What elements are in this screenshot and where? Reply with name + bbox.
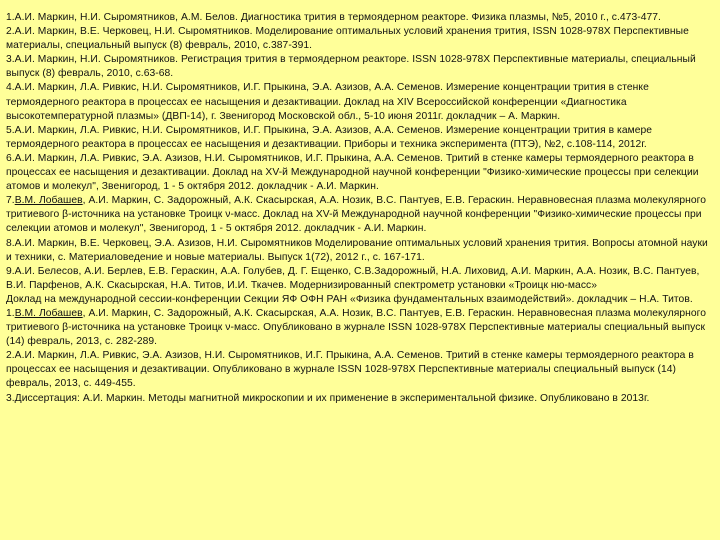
entry-text: , А.И. Маркин, С. Задорожный, А.К. Скасырская, А.А. Нозик, В.С. Пантуев, Е.В. Гераскин. Неравновесная плазма молекулярного тритиевого β-источника на установке Троицк ν-масс. Опубликовано в журнале ISSN 1028-978X Перспективные материалы специальный выпуск (14) февраль, 2013, с. 282-289. <box>6 307 707 348</box>
conference-report-entry: Доклад на международной сессии-конференции Секции ЯФ ОФН РАН «Физика фундаментальных взаимодействий». докладчик – Н.А. Титов. <box>6 293 693 305</box>
publication-entry-1: 1.А.И. Маркин, Н.И. Сыромятников, А.М. Белов. Диагностика трития в термоядерном реакторе. Физика плазмы, №5, 2010 г., с.473-477. <box>6 12 661 23</box>
underlined-author: В.М. Лобашев <box>14 195 83 207</box>
publication-entry-2: 2.А.И. Маркин, В.Е. Черковец, Н.И. Сыромятников. Моделирование оптимальных условий хранения трития, ISSN 1028-978X Перспективные материалы, специальный выпуск (8) февраль, 2010, с.387-391. <box>6 26 689 52</box>
dissertation-entry: 3.Диссертация: А.И. Маркин. Методы магнитной микроскопии и их применение в экспериментальной физике. Опубликовано в 2013г. <box>6 392 650 404</box>
published-entry-2: 2.А.И. Маркин, Л.А. Ривкис, Э.А. Азизов, Н.И. Сыромятников, И.Г. Прыкина, А.А. Семенов. Тритий в стенке камеры термоядерного реактора в процессах ее насыщения и дезактивации. Опубликовано в журнале ISSN 1028-978X Перспективные материалы специальный выпуск (14) февраль, 2013, с. 449-455. <box>6 350 694 390</box>
publication-entry-8: 8.А.И. Маркин, В.Е. Черковец, Э.А. Азизов, Н.И. Сыромятников Моделирование оптимальных условий хранения трития. Вопросы атомной науки и техники, с. Материаловедение и новые материалы. Выпуск 1(72), 2012 г., с. 167-171. <box>6 237 708 263</box>
publication-entry-6: 6.А.И. Маркин, Л.А. Ривкис, Э.А. Азизов, Н.И. Сыромятников, И.Г. Прыкина, А.А. Семенов. Тритий в стенке камеры термоядерного реактора в процессах ее насыщения и дезактивации. Доклад на XV-й Международной научной конференции "Физико-химические процессы при селекции атомов и молекул", Звенигород, 1 - 5 октября 2012. докладчик - А.И. Маркин. <box>6 152 699 193</box>
published-entry-1 <box>6 307 714 349</box>
entry-number: 1. <box>6 307 15 319</box>
entry-text: , А.И. Маркин, С. Задорожный, А.К. Скасырская, А.А. Нозик, В.С. Пантуев, Е.В. Гераскин. Неравновесная плазма молекулярного тритиевого β-источника на установке Троицк ν-масс. Доклад на XV-й Международной научной конференции "Физико-химические процессы при селекции атомов и молекул", Звенигород, 1 - 5 октября 2012. докладчик - А.И. Маркин. <box>6 195 707 235</box>
publication-entry-5: 5.А.И. Маркин, Л.А. Ривкис, Н.И. Сыромятников, И.Г. Прыкина, Э.А. Азизов, А.А. Семенов. Измерение концентрации трития в камере термоядерного реактора в процессах ее насыщения и дезактивации. Приборы и техника эксперимента (ПТЭ), №2, с.108-114, 2012г. <box>6 124 653 150</box>
publication-entry-9: 9.А.И. Белесов, А.И. Берлев, Е.В. Гераскин, А.А. Голубев, Д. Г. Ещенко, С.В.Задорожный, Н.А. Лиховид, А.И. Маркин, А.А. Нозик, В.С. Пантуев, В.И. Парфенов, А.К. Скасырская, Н.А. Титов, И.И. Ткачев. Модернизированный спектрометр установки «Троицк ню-масс» <box>6 265 700 291</box>
underlined-author: В.М. Лобашев <box>14 307 83 319</box>
publication-entry-3: 3.А.И. Маркин, Н.И. Сыромятников. Регистрация трития в термоядерном реакторе. ISSN 1028-978X Перспективные материалы, специальный выпуск (8) февраль, 2010, с.63-68. <box>6 54 696 80</box>
publication-entry-4: 4.А.И. Маркин, Л.А. Ривкис, Н.И. Сыромятников, И.Г. Прыкина, Э.А. Азизов, А.А. Семенов. Измерение концентрации трития в стенке термоядерного реактора в процессах ее насыщения и дезактивации. Доклад на XIV Всероссийской конференции «Диагностика высокотемпературной плазмы» (ДВП-14), г. Звенигород Московской обл., 5-10 июня 2011г. докладчик – А. Маркин. <box>6 82 649 122</box>
entry-number: 7. <box>6 195 15 207</box>
publication-entry-7 <box>6 194 714 236</box>
